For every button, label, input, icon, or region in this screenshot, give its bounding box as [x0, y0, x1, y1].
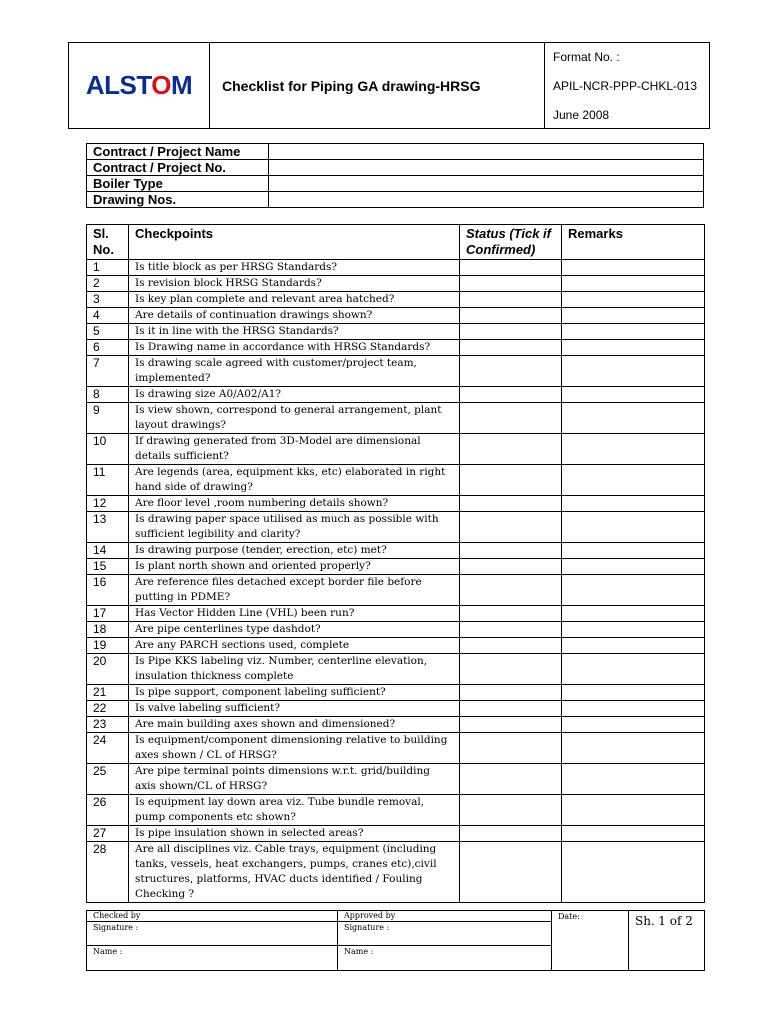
checklist-row	[87, 340, 705, 356]
row-status-field[interactable]	[460, 685, 562, 701]
boiler-type-row	[87, 176, 704, 192]
approved-signature-field[interactable]: Signature :	[338, 922, 552, 946]
checklist-row	[87, 559, 705, 575]
row-remarks-field[interactable]	[562, 654, 705, 685]
row-remarks-field[interactable]	[562, 826, 705, 842]
row-status-field[interactable]	[460, 606, 562, 622]
row-status-field[interactable]	[460, 842, 562, 903]
project-info-table	[86, 143, 704, 208]
row-number: 22	[87, 701, 129, 717]
row-number: 15	[87, 559, 129, 575]
checklist-row	[87, 826, 705, 842]
checklist-row	[87, 496, 705, 512]
checklist-row	[87, 842, 705, 903]
row-remarks-field[interactable]	[562, 356, 705, 387]
row-remarks-field[interactable]	[562, 685, 705, 701]
row-remarks-field[interactable]	[562, 434, 705, 465]
project-no-label: Contract / Project No.	[87, 160, 269, 176]
row-remarks-field[interactable]	[562, 842, 705, 903]
row-remarks-field[interactable]	[562, 308, 705, 324]
row-number: 20	[87, 654, 129, 685]
sheet-cell	[629, 911, 705, 971]
row-status-field[interactable]	[460, 292, 562, 308]
row-remarks-field[interactable]	[562, 387, 705, 403]
row-status-field[interactable]	[460, 638, 562, 654]
row-remarks-field[interactable]	[562, 512, 705, 543]
sheet-number: 1 of 2	[658, 914, 693, 928]
row-remarks-field[interactable]	[562, 606, 705, 622]
row-checkpoint: Are pipe terminal points dimensions w.r.t. grid/building axis shown/CL of HRSG?	[129, 764, 460, 795]
checklist-row	[87, 387, 705, 403]
row-remarks-field[interactable]	[562, 622, 705, 638]
checklist-row	[87, 575, 705, 606]
row-checkpoint: Are all disciplines viz. Cable trays, equipment (including tanks, vessels, heat exchangers, pumps, cranes etc),civil structures, platforms, HVAC ducts identified / Fouling Checking ?	[129, 842, 460, 903]
drawing-nos-label: Drawing Nos.	[87, 192, 269, 208]
checklist-row	[87, 543, 705, 559]
boiler-type-label: Boiler Type	[87, 176, 269, 192]
date-cell[interactable]: Date:	[552, 911, 629, 971]
checklist-row	[87, 403, 705, 434]
document-header	[68, 42, 710, 129]
row-status-field[interactable]	[460, 701, 562, 717]
row-checkpoint: Are any PARCH sections used, complete	[129, 638, 460, 654]
row-checkpoint: Is valve labeling sufficient?	[129, 701, 460, 717]
row-number: 5	[87, 324, 129, 340]
row-checkpoint: Are reference files detached except border file before putting in PDME?	[129, 575, 460, 606]
project-name-row	[87, 144, 704, 160]
row-number: 17	[87, 606, 129, 622]
row-checkpoint: Is plant north shown and oriented properly?	[129, 559, 460, 575]
row-status-field[interactable]	[460, 387, 562, 403]
col-header-status: Status (Tick if Confirmed)	[460, 225, 562, 260]
row-status-field[interactable]	[460, 356, 562, 387]
row-number: 11	[87, 465, 129, 496]
checklist-row	[87, 622, 705, 638]
row-number: 26	[87, 795, 129, 826]
row-number: 8	[87, 387, 129, 403]
checklist-row	[87, 465, 705, 496]
row-checkpoint: Are details of continuation drawings shown?	[129, 308, 460, 324]
row-number: 24	[87, 733, 129, 764]
row-checkpoint: Is revision block HRSG Standards?	[129, 276, 460, 292]
row-checkpoint: Is Pipe KKS labeling viz. Number, centerline elevation, insulation thickness complete	[129, 654, 460, 685]
approved-name-field[interactable]: Name :	[338, 946, 552, 971]
row-remarks-field[interactable]	[562, 276, 705, 292]
checklist-body	[87, 260, 705, 903]
row-number: 14	[87, 543, 129, 559]
signoff-table	[86, 910, 705, 971]
row-remarks-field[interactable]	[562, 543, 705, 559]
checklist-row	[87, 324, 705, 340]
row-remarks-field[interactable]	[562, 403, 705, 434]
row-number: 3	[87, 292, 129, 308]
format-label: Format No. :	[553, 50, 620, 64]
row-checkpoint: Is view shown, correspond to general arrangement, plant layout drawings?	[129, 403, 460, 434]
row-number: 16	[87, 575, 129, 606]
row-status-field[interactable]	[460, 654, 562, 685]
checklist-row	[87, 260, 705, 276]
row-number: 13	[87, 512, 129, 543]
row-checkpoint: Is drawing scale agreed with customer/project team, implemented?	[129, 356, 460, 387]
row-status-field[interactable]	[460, 575, 562, 606]
row-checkpoint: Is equipment lay down area viz. Tube bundle removal, pump components etc shown?	[129, 795, 460, 826]
row-status-field[interactable]	[460, 622, 562, 638]
project-name-label: Contract / Project Name	[87, 144, 269, 160]
checklist-row	[87, 276, 705, 292]
row-remarks-field[interactable]	[562, 733, 705, 764]
row-status-field[interactable]	[460, 260, 562, 276]
row-remarks-field[interactable]	[562, 465, 705, 496]
row-checkpoint: Is key plan complete and relevant area hatched?	[129, 292, 460, 308]
row-number: 9	[87, 403, 129, 434]
checklist-table	[86, 224, 705, 903]
project-name-field[interactable]	[269, 144, 704, 160]
boiler-type-field[interactable]	[269, 176, 704, 192]
row-status-field[interactable]	[460, 403, 562, 434]
col-header-remarks: Remarks	[562, 225, 705, 260]
row-remarks-field[interactable]	[562, 638, 705, 654]
row-number: 19	[87, 638, 129, 654]
row-checkpoint: Are floor level ,room numbering details shown?	[129, 496, 460, 512]
row-number: 2	[87, 276, 129, 292]
checklist-row	[87, 701, 705, 717]
row-number: 4	[87, 308, 129, 324]
row-checkpoint: If drawing generated from 3D-Model are dimensional details sufficient?	[129, 434, 460, 465]
col-header-no: Sl. No.	[87, 225, 129, 260]
row-checkpoint: Is pipe insulation shown in selected areas?	[129, 826, 460, 842]
signoff-row-1	[87, 911, 705, 922]
row-remarks-field[interactable]	[562, 340, 705, 356]
row-number: 28	[87, 842, 129, 903]
row-remarks-field[interactable]	[562, 559, 705, 575]
row-number: 6	[87, 340, 129, 356]
checklist-row	[87, 717, 705, 733]
row-status-field[interactable]	[460, 795, 562, 826]
row-number: 1	[87, 260, 129, 276]
row-checkpoint: Are main building axes shown and dimensioned?	[129, 717, 460, 733]
row-checkpoint: Is equipment/component dimensioning relative to building axes shown / CL of HRSG?	[129, 733, 460, 764]
drawing-nos-field[interactable]	[269, 192, 704, 208]
row-remarks-field[interactable]	[562, 575, 705, 606]
row-number: 18	[87, 622, 129, 638]
row-status-field[interactable]	[460, 717, 562, 733]
row-status-field[interactable]	[460, 543, 562, 559]
row-checkpoint: Is title block as per HRSG Standards?	[129, 260, 460, 276]
checked-signature-field[interactable]: Signature :	[87, 922, 338, 946]
checklist-row	[87, 764, 705, 795]
row-checkpoint: Is drawing size A0/A02/A1?	[129, 387, 460, 403]
alstom-logo: ALSTOM	[85, 70, 193, 100]
row-remarks-field[interactable]	[562, 701, 705, 717]
format-block	[545, 43, 709, 128]
row-status-field[interactable]	[460, 308, 562, 324]
row-status-field[interactable]	[460, 733, 562, 764]
format-number: APIL-NCR-PPP-CHKL-013	[553, 79, 698, 93]
row-status-field[interactable]	[460, 465, 562, 496]
row-number: 25	[87, 764, 129, 795]
row-status-field[interactable]	[460, 559, 562, 575]
sheet-prefix: Sh.	[635, 914, 655, 928]
drawing-nos-row	[87, 192, 704, 208]
row-remarks-field[interactable]	[562, 764, 705, 795]
row-number: 23	[87, 717, 129, 733]
row-checkpoint: Are legends (area, equipment kks, etc) elaborated in right hand side of drawing?	[129, 465, 460, 496]
row-remarks-field[interactable]	[562, 496, 705, 512]
row-status-field[interactable]	[460, 496, 562, 512]
company-logo	[69, 43, 210, 128]
row-remarks-field[interactable]	[562, 717, 705, 733]
row-status-field[interactable]	[460, 434, 562, 465]
checklist-row	[87, 733, 705, 764]
project-no-row	[87, 160, 704, 176]
row-number: 10	[87, 434, 129, 465]
document-title: Checklist for Piping GA drawing-HRSG	[210, 43, 545, 128]
checklist-row	[87, 638, 705, 654]
row-remarks-field[interactable]	[562, 260, 705, 276]
row-checkpoint: Are pipe centerlines type dashdot?	[129, 622, 460, 638]
checklist-header-row	[87, 225, 705, 260]
checklist-row	[87, 606, 705, 622]
approved-by-label: Approved by	[338, 911, 552, 922]
row-checkpoint: Is drawing paper space utilised as much as possible with sufficient legibility and clarity?	[129, 512, 460, 543]
row-status-field[interactable]	[460, 826, 562, 842]
row-remarks-field[interactable]	[562, 795, 705, 826]
row-checkpoint: Is drawing purpose (tender, erection, etc) met?	[129, 543, 460, 559]
row-checkpoint: Is pipe support, component labeling sufficient?	[129, 685, 460, 701]
row-status-field[interactable]	[460, 764, 562, 795]
row-status-field[interactable]	[460, 324, 562, 340]
checked-name-field[interactable]: Name :	[87, 946, 338, 971]
project-no-field[interactable]	[269, 160, 704, 176]
col-header-checkpoint: Checkpoints	[129, 225, 460, 260]
checklist-row	[87, 356, 705, 387]
row-checkpoint: Is it in line with the HRSG Standards?	[129, 324, 460, 340]
row-remarks-field[interactable]	[562, 292, 705, 308]
row-checkpoint: Has Vector Hidden Line (VHL) been run?	[129, 606, 460, 622]
checklist-row	[87, 654, 705, 685]
row-remarks-field[interactable]	[562, 324, 705, 340]
row-number: 21	[87, 685, 129, 701]
checklist-row	[87, 685, 705, 701]
checklist-row	[87, 292, 705, 308]
row-number: 27	[87, 826, 129, 842]
row-status-field[interactable]	[460, 276, 562, 292]
row-number: 7	[87, 356, 129, 387]
row-status-field[interactable]	[460, 512, 562, 543]
checked-by-label: Checked by	[87, 911, 338, 922]
format-date: June 2008	[553, 108, 610, 122]
checklist-row	[87, 795, 705, 826]
checklist-row	[87, 434, 705, 465]
row-status-field[interactable]	[460, 340, 562, 356]
checklist-row	[87, 512, 705, 543]
row-checkpoint: Is Drawing name in accordance with HRSG Standards?	[129, 340, 460, 356]
row-number: 12	[87, 496, 129, 512]
checklist-row	[87, 308, 705, 324]
